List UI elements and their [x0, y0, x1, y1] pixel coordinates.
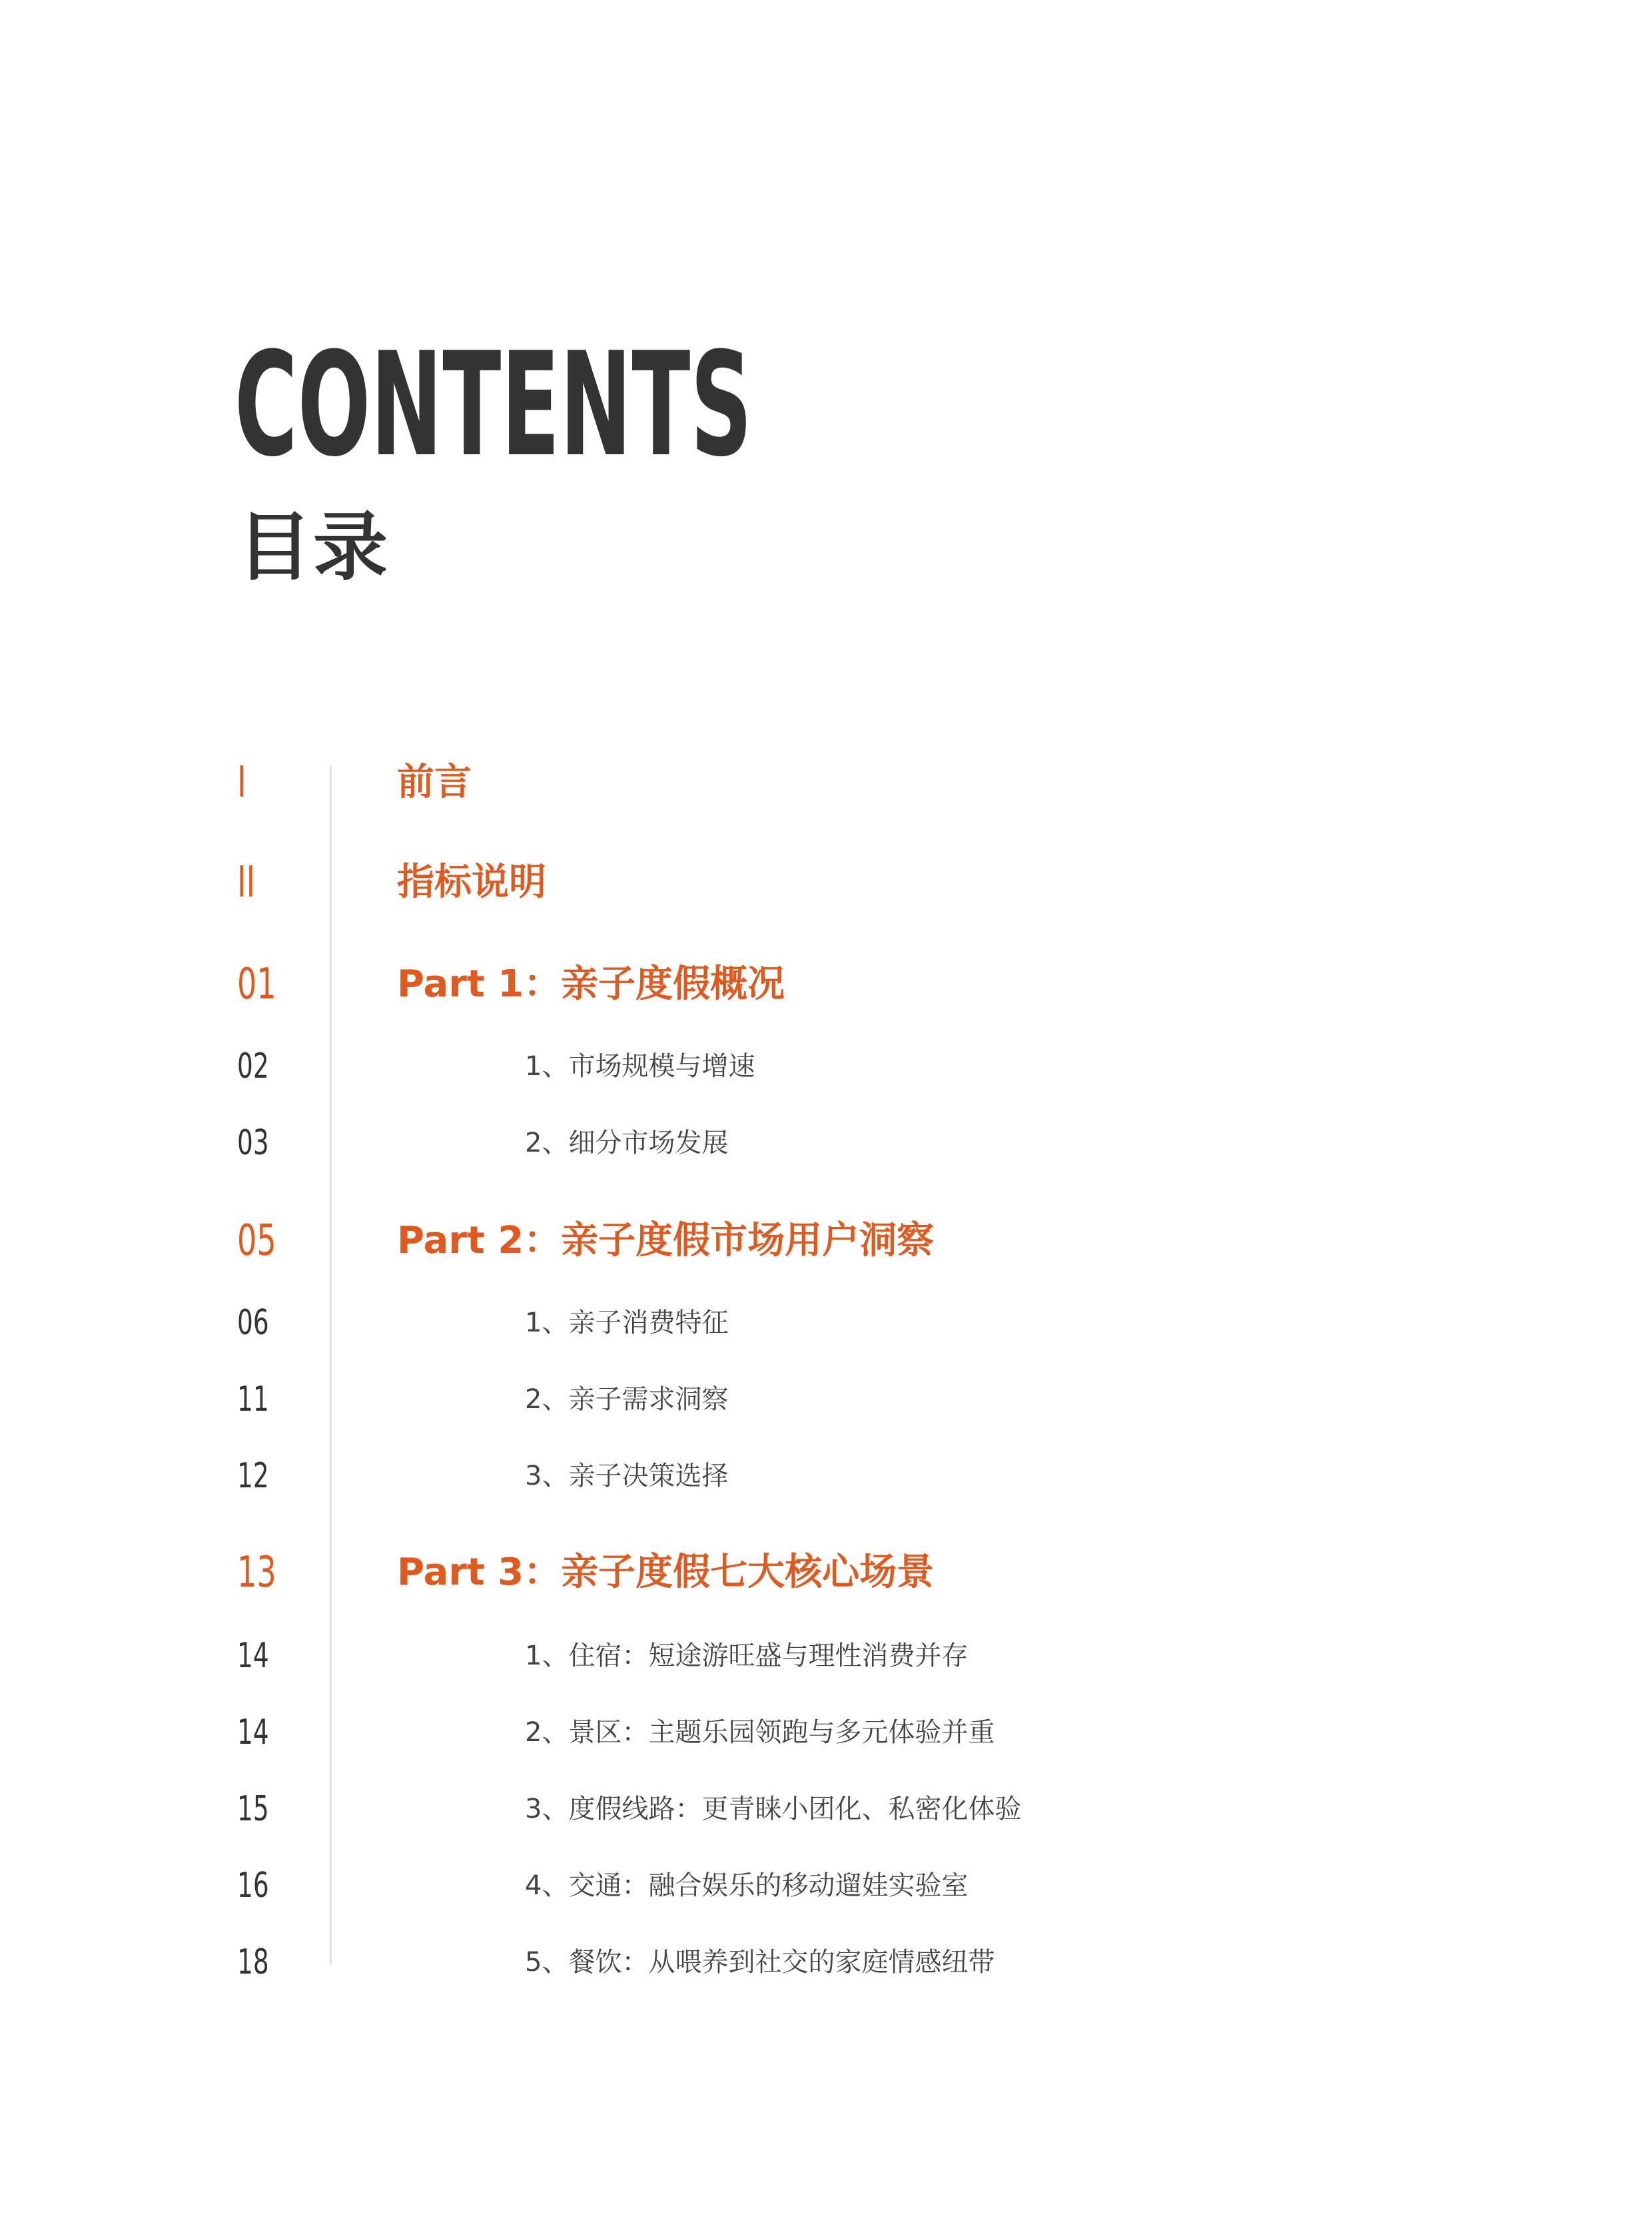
toc-entry-title: Part 1：亲子度假概况 — [397, 962, 785, 1006]
toc-page-number: 15 — [237, 1789, 269, 1829]
toc-entry-title: 3、亲子决策选择 — [525, 1461, 729, 1491]
toc-page-number: 11 — [237, 1379, 269, 1419]
toc-entry-title: 5、餐饮：从喂养到社交的家庭情感纽带 — [525, 1947, 995, 1978]
toc-entry-title: 4、交通：融合娱乐的移动遛娃实验室 — [525, 1870, 969, 1901]
toc-entry-title: 1、亲子消费特征 — [525, 1307, 729, 1338]
toc-page-number: 13 — [237, 1548, 276, 1597]
toc-page-number: 03 — [237, 1123, 269, 1163]
toc-divider — [330, 766, 332, 1965]
toc-page-number: 06 — [237, 1303, 269, 1343]
toc-page-number: 14 — [237, 1712, 269, 1752]
contents-heading: CONTENTS — [234, 321, 753, 488]
toc-entry-title: 2、亲子需求洞察 — [525, 1384, 729, 1415]
toc-entry-title: Part 2：亲子度假市场用户洞察 — [397, 1219, 935, 1262]
contents-heading-chinese: 目录 — [237, 504, 389, 591]
toc-page-number: 14 — [237, 1636, 269, 1676]
toc-entry-title: 1、住宿：短途游旺盛与理性消费并存 — [525, 1641, 969, 1671]
toc-entry-title: Part 3：亲子度假七大核心场景 — [397, 1551, 935, 1594]
toc-page-number: II — [237, 858, 256, 907]
toc-entry-title: 3、度假线路：更青睐小团化、私密化体验 — [525, 1794, 1022, 1824]
toc-entry-title: 前言 — [397, 761, 472, 804]
toc-page-number: 18 — [237, 1942, 269, 1982]
toc-page-number: I — [237, 758, 246, 807]
toc-entry-title: 2、景区：主题乐园领跑与多元体验并重 — [525, 1717, 995, 1748]
toc-page-number: 05 — [237, 1216, 276, 1266]
toc-page-number: 02 — [237, 1046, 269, 1086]
toc-entry-title: 2、细分市场发展 — [525, 1128, 729, 1158]
toc-entry-title: 指标说明 — [397, 861, 546, 904]
toc-page-number: 16 — [237, 1866, 269, 1906]
toc-page-number: 01 — [237, 960, 276, 1009]
toc-page-number: 12 — [237, 1456, 269, 1496]
toc-entry-title: 1、市场规模与增速 — [525, 1051, 755, 1082]
